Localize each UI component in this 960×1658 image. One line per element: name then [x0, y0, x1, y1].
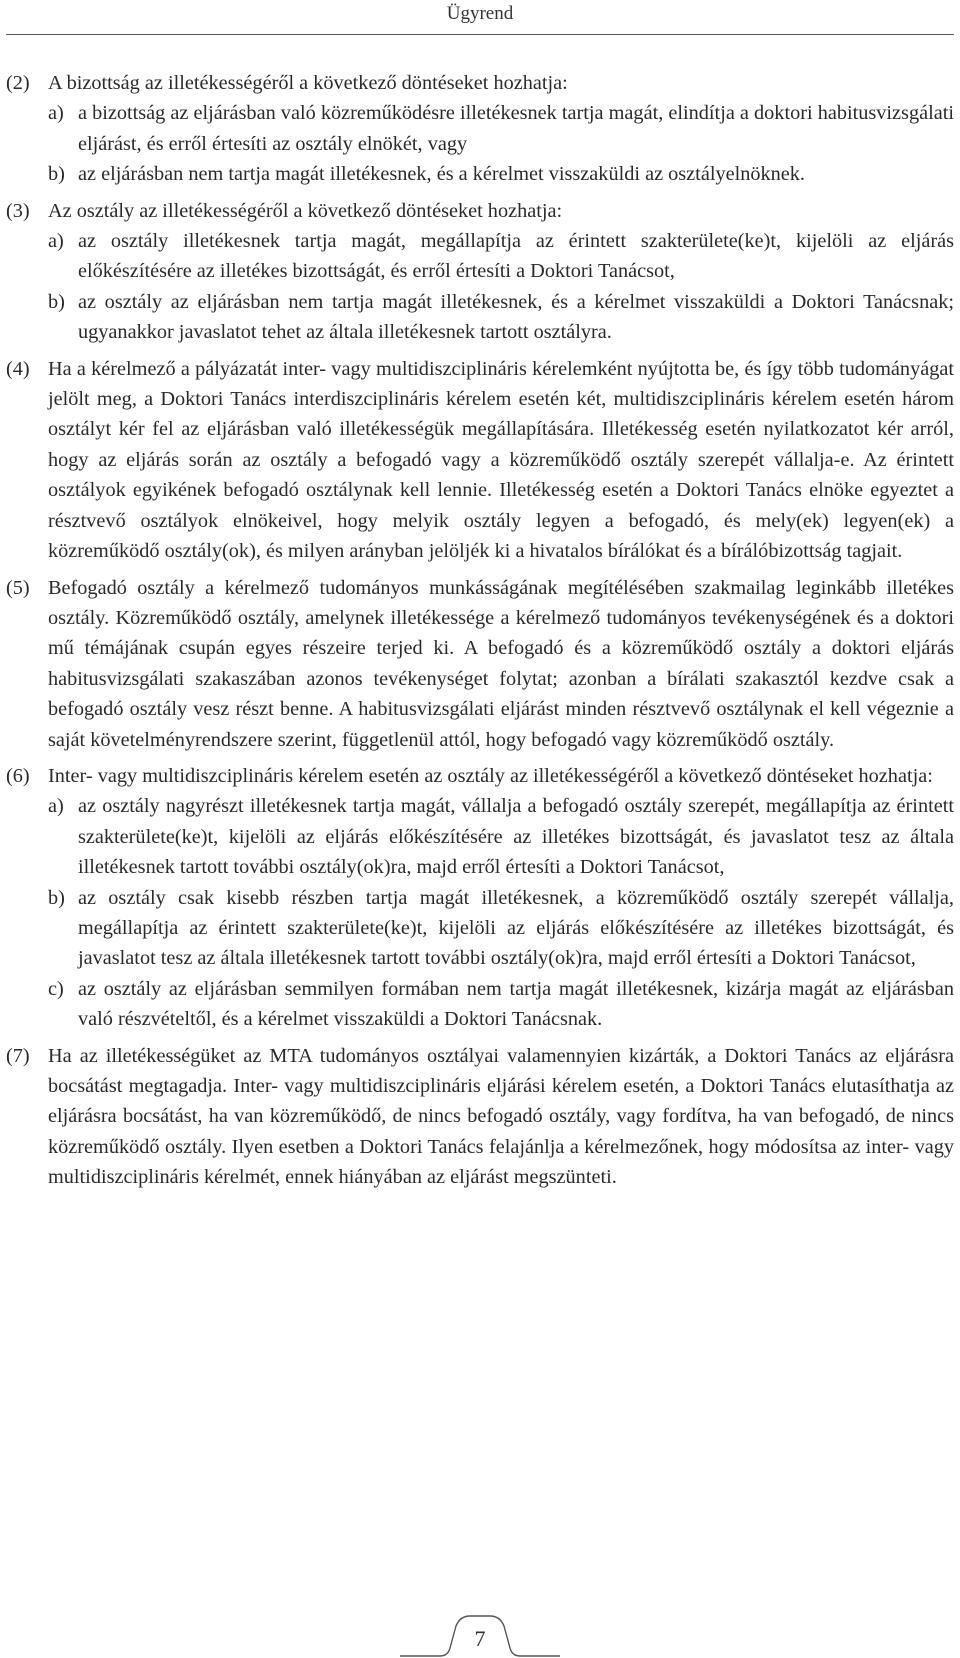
paragraph-intro: Az osztály az illetékességéről a következő döntéseket hozhatja:: [48, 199, 563, 222]
list-item: [48, 226, 954, 287]
item-letter: a): [48, 230, 64, 253]
item-letter: c): [48, 977, 64, 1000]
item-letter: a): [48, 102, 64, 125]
paragraph-intro: Inter- vagy multidiszciplináris kérelem esetén az osztály az illetékességéről a következő döntéseket hozhatja:: [48, 764, 933, 787]
paragraph-number: (7): [6, 1044, 30, 1067]
paragraph-number: (4): [6, 357, 30, 380]
item-text: az osztály nagyrészt illetékesnek tartja magát, vállalja a befogadó osztály szerepét, megállapítja az érintett szakterülete(ke)t, kijelöli az eljárás előkészítésére az illetékes bizottságát, és javaslatot tesz az általa illetékesnek tartott további osztály(ok)ra, majd erről értesíti a Doktori Tanácsot,: [78, 795, 954, 879]
list-item: [48, 98, 954, 159]
paragraph-7: [6, 1041, 954, 1193]
paragraph-number: (2): [6, 72, 30, 94]
running-header-title: Ügyrend: [446, 3, 514, 24]
paragraph-number: (3): [6, 199, 30, 222]
page-footer: [0, 1604, 960, 1658]
list-item: [48, 883, 954, 974]
document-body: [6, 68, 954, 1199]
paragraph-6: [6, 761, 954, 1035]
list-item: [48, 287, 954, 348]
paragraph-text: Ha az illetékességüket az MTA tudományos osztályai valamennyien kizárták, a Doktori Tanács az eljárásra bocsátást megtagadja. Inter- vagy multidiszciplináris eljárási kérelem esetén, a Doktori Tanács elutasíthatja az eljárásra bocsátást, ha van közreműködő, de nincs befogadó osztály, vagy fordítva, ha van befogadó, de nincs közreműködő osztály. Ilyen esetben a Doktori Tanács felajánlja a kérelmezőnek, hogy módosítsa az inter- vagy multidiszciplináris kérelmét, ennek hiányában az eljárást megszünteti.: [48, 1044, 954, 1189]
item-letter: b): [48, 886, 65, 909]
item-letter: a): [48, 795, 64, 818]
item-text: az osztály az eljárásban semmilyen formában nem tartja magát illetékesnek, kizárja magát az eljárásban való részvételtől, és a kérelmet visszaküldi a Doktori Tanácsnak.: [78, 977, 954, 1031]
paragraph-5: [6, 573, 954, 755]
list-item: [48, 791, 954, 882]
page-number: 7: [474, 1626, 486, 1651]
header-divider: [6, 34, 954, 35]
item-text: a bizottság az eljárásban való közreműködésre illetékesnek tartja magát, elindítja a doktori habitusvizsgálati eljárást, és erről értesíti az osztály elnökét, vagy: [78, 102, 954, 155]
paragraph-4: [6, 354, 954, 567]
item-letter: b): [48, 163, 65, 186]
item-text: az osztály az eljárásban nem tartja magát illetékesnek, és a kérelmet visszaküldi a Doktori Tanácsnak; ugyanakkor javaslatot tehet az általa illetékesnek tartott osztályra.: [78, 290, 954, 344]
paragraph-number: (5): [6, 576, 30, 599]
paragraph-3: [6, 196, 954, 348]
paragraph-number: (6): [6, 764, 30, 787]
item-letter: b): [48, 290, 65, 313]
paragraph-2: [6, 68, 954, 190]
list-item: [48, 974, 954, 1035]
item-text: az osztály csak kisebb részben tartja magát illetékesnek, a közreműködő osztály szerepét vállalja, megállapítja az érintett szakterülete(ke)t, kijelöli az eljárás előkészítésére az illetékes bizottságát, és javaslatot tesz az általa illetékesnek tartott további osztály(ok)ra, majd erről értesíti a Doktori Tanácsot,: [78, 886, 954, 970]
paragraph-text: Befogadó osztály a kérelmező tudományos munkásságának megítélésében szakmailag leginkább illetékes osztály. Közreműködő osztály, amelynek illetékessége a kérelmező tudományos tevékenységének és a doktori mű témájának csupán egyes részeire terjed ki. A befogadó és a közreműködő osztály a doktori eljárás habitusvizsgálati szakaszában azonos tevékenységet folytat; azonban a bírálati szakasztól kezdve csak a befogadó osztály vesz részt benne. A habitusvizsgálati eljárást minden résztvevő osztálynak el kell végeznie a saját követelményrendszere szerint, függetlenül attól, hogy befogadó vagy közreműködő osztály.: [48, 576, 954, 751]
item-text: az osztály illetékesnek tartja magát, megállapítja az érintett szakterülete(ke)t, kijelöli az eljárás előkészítésére az illetékes bizottságát, és erről értesíti a Doktori Tanácsot,: [78, 230, 954, 283]
item-text: az eljárásban nem tartja magát illetékesnek, és a kérelmet visszaküldi az osztályelnöknek.: [78, 163, 806, 186]
paragraph-text: Ha a kérelmező a pályázatát inter- vagy multidiszciplináris kérelemként nyújtotta be, és így több tudományágat jelölt meg, a Doktori Tanács interdiszciplináris kérelem esetén két, multidiszciplináris kérelem esetén három osztályt kér fel az eljárásban való illetékességük megállapítására. Illetékesség esetén nyilatkozatot kér arról, hogy az eljárás során az osztály a befogadó vagy a közreműködő osztály szerepét vállalja-e. Az érintett osztályok egyikének befogadó osztálynak kell lennie. Illetékesség esetén a Doktori Tanács elnöke egyeztet a résztvevő osztályok elnökeivel, hogy melyik osztály legyen a befogadó, és mely(ek) legyen(ek) a közreműködő osztály(ok), és milyen arányban jelöljék ki a hivatalos bírálókat és a bírálóbizottság tagjait.: [48, 357, 954, 563]
paragraph-intro: A bizottság az illetékességéről a következő döntéseket hozhatja:: [48, 72, 568, 94]
list-item: [48, 159, 954, 189]
